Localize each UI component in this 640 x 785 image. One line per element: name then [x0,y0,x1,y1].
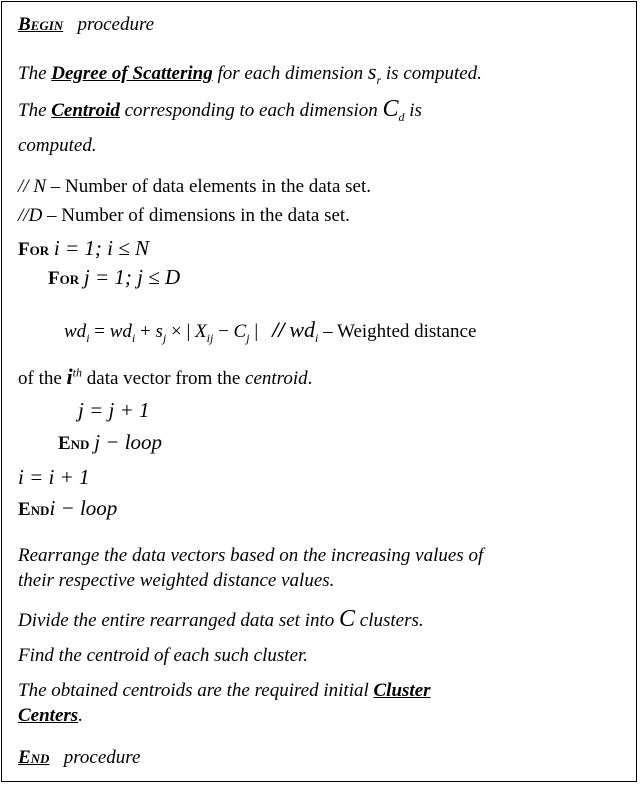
line1-post: for each dimension [212,63,368,84]
for-keyword-i: For [18,239,50,260]
line2-end: is [404,100,422,121]
end-i-line [18,496,117,522]
comment2-text: – Number of dimensions in the data set. [42,205,350,226]
eq-equals: = [89,321,110,342]
cont-i: i [66,364,73,389]
eq-times: × | [166,321,196,342]
end-line [18,746,140,770]
divide-c: C [339,606,356,632]
line1-end: is computed. [381,63,482,84]
cont-pre: of the [18,368,67,389]
end-keyword-j: End [58,433,90,454]
cont-mid: data vector from the [82,368,246,389]
end-j-line [58,430,162,456]
cluster-term: Cluster [373,680,431,701]
rearrange-line-1: Rearrange the data vectors based on the increasing values of [18,545,484,566]
for-i-line [18,236,149,262]
end-keyword-i: End [18,499,50,520]
end-text: procedure [63,747,141,768]
eq-c-sub: j [246,330,250,345]
eq-rhs-wd-sub: i [131,330,136,345]
rearrange-line-2: their respective weighted distance values. [18,570,335,591]
divide-line [18,607,424,633]
end-i-expr: i − loop [49,496,118,520]
cont-end: . [307,368,313,389]
eq-s: s [155,321,163,342]
obtained-line-1 [18,679,431,703]
end-j-expr: j − loop [94,430,163,454]
cont-centroid: centroid [245,368,308,389]
line2-pre: The [18,100,52,121]
eq-s-sub: j [162,330,167,345]
for-j-line [48,265,180,291]
update-equation [64,318,476,344]
line2-post: corresponding to each dimension [119,100,383,121]
scattering-line [18,60,482,86]
comment2-slashes: // [18,205,29,226]
sub-d: d [398,109,405,124]
find-line: Find the centroid of each such cluster. [18,645,309,666]
obtained-pre: The obtained centroids are the required initial [18,680,374,701]
end-keyword: End [18,747,50,768]
centroid-term: Centroid [51,100,120,121]
sub-r: r [376,72,382,87]
centers-term: Centers [18,705,79,726]
begin-line [18,13,154,37]
sym-s-r: s [367,59,377,84]
divide-pre: Divide the entire rearranged data set into [18,610,340,631]
eq-plus: + [135,321,156,342]
for-j-expr: j = 1; j ≤ D [83,265,181,289]
obtained-post: . [78,705,83,726]
cont-th: th [72,365,83,380]
update-continuation [18,365,312,391]
eq-comment-wd: wd [289,317,316,342]
comment-n-line [18,175,371,199]
eq-x-sub: ij [206,330,214,345]
eq-x: X [195,321,207,342]
line1-pre: The [18,63,52,84]
begin-text: procedure [77,14,155,35]
degree-of-scattering: Degree of Scattering [51,63,213,84]
eq-minus: − [213,321,234,342]
sym-d: D [28,205,43,226]
divide-post: clusters. [355,610,424,631]
centroid-line [18,97,422,123]
for-i-expr: i = 1; i ≤ N [53,236,149,260]
eq-lhs-sub: i [86,330,90,345]
computed-line: computed. [18,135,97,156]
comment-d-line [18,204,350,228]
comment1-text: – Number of data elements in the data set. [46,176,372,197]
j-increment: j = j + 1 [78,398,150,422]
eq-comment-sub: i [315,330,319,345]
begin-keyword: Begin [18,14,64,35]
eq-close: | [249,321,259,342]
eq-comment-slashes: // [272,317,285,342]
sym-n: N [33,176,46,197]
eq-comment-text: – Weighted distance [318,321,477,342]
comment1-slashes: // [18,176,29,197]
eq-rhs-wd: wd [109,321,132,342]
sym-c-d: C [382,96,399,122]
obtained-line-2 [18,704,83,728]
eq-c: C [233,321,247,342]
eq-lhs: wd [64,321,87,342]
i-increment: i = i + 1 [18,465,90,489]
for-keyword-j: For [48,268,80,289]
